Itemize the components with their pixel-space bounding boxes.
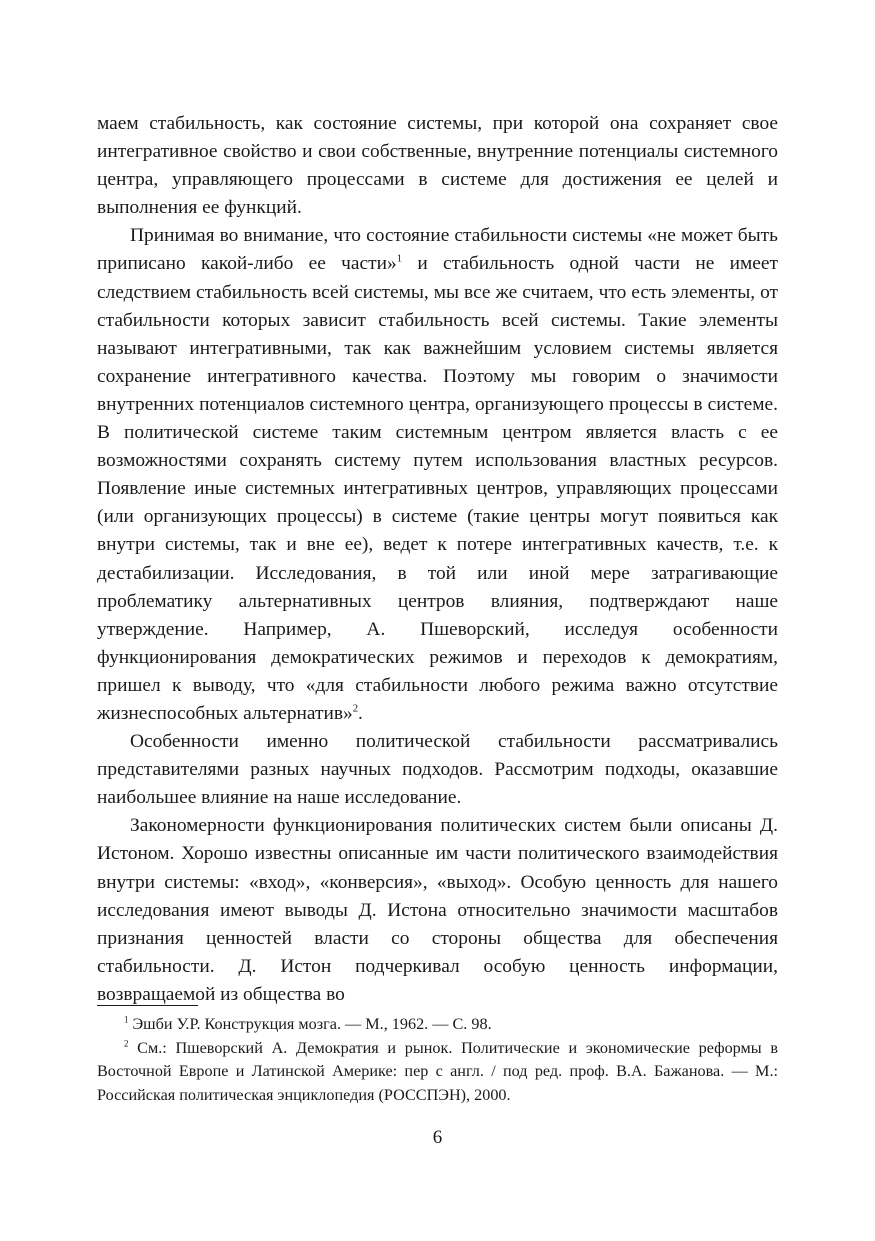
footnote-mark: 2 — [124, 1038, 129, 1049]
footnote-text: Эшби У.Р. Конструкция мозга. — М., 1962. — С. 98. — [128, 1015, 492, 1033]
footnote-2 — [97, 1037, 778, 1108]
paragraph-text: и стабильность одной части не имеет следствием стабильность всей системы, мы все же считаем, что есть элементы, от стабильности которых зависит стабильность всей системы. Такие элементы называют интегративными, так как важнейшим условием системы является сохранение интегративного качества. Поэтому мы говорим о значимости внутренних потенциалов системного центра, организующего процессы в системе. В политической системе таким системным центром является власть с ее возможностями сохранять систему путем использования властных ресурсов. Появление иные системных интегративных центров, управляющих процессами (или организующих процессы) в системе (такие центры могут появиться как внутри системы, так и вне ее), ведет к потере интегративных качеств, т.е. к дестабилизации. Исследования, в той или иной мере затрагивающие проблематику альтернативных центров влияния, подтверждают наше утверждение. Например, А. Пшеворский, исследуя особенности функционирования демократических режимов и переходов к демократиям, пришел к выводу, что «для стабильности любого режима важно отсутствие жизнеспособных альтернатив» — [97, 253, 778, 724]
footnote-1 — [97, 1013, 778, 1037]
page-number: 6 — [432, 1127, 443, 1148]
paragraph-2 — [97, 222, 778, 728]
paragraph-4 — [97, 812, 778, 1009]
footnote-ref-2[interactable]: 2 — [352, 702, 359, 715]
paragraph-text: Закономерности функционирования политических систем были описаны Д. Истоном. Хорошо известны описанные им части политического взаимодействия внутри системы: «вход», «конверсия», «выход». Особую ценность для нашего исследования имеют выводы Д. Истона относительно значимости масштабов признания ценностей власти со стороны общества для обеспечения стабильности. Д. Истон подчеркивал особую ценность информации, возвращаемой из общества во — [97, 815, 778, 1005]
paragraph-text: Принимая во внимание, что состояние стабильности системы «не может быть приписано какой-либо ее части» — [97, 225, 778, 275]
footnote-mark: 1 — [124, 1014, 129, 1025]
paragraph-text: маем стабильность, как состояние системы, при которой она сохраняет свое интегративное свойство и свои собственные, внутренние потенциалы системного центра, управляющего процессами в системе для достижения ее целей и выполнения ее функций. — [97, 113, 778, 219]
paragraph-text: . — [358, 702, 363, 724]
paragraph-3 — [97, 728, 778, 812]
footnote-ref-1[interactable]: 1 — [396, 253, 403, 265]
paragraph-1 — [97, 110, 778, 222]
footnote-text: См.: Пшеворский А. Демократия и рынок. Политические и экономические реформы в Восточной Европе и Латинской Америке: пер с англ. / под ред. проф. В.А. Бажанова. — М.: Российская политическая энциклопедия (РОССПЭН), 2000. — [97, 1038, 778, 1104]
main-text — [97, 110, 778, 1009]
paragraph-text: Особенности именно политической стабильности рассматривались представителями разных научных подходов. Рассмотрим подходы, оказавшие наибольшее влияние на наше исследование. — [97, 731, 778, 809]
footnote-divider — [97, 1005, 198, 1006]
footnotes — [97, 1013, 778, 1107]
